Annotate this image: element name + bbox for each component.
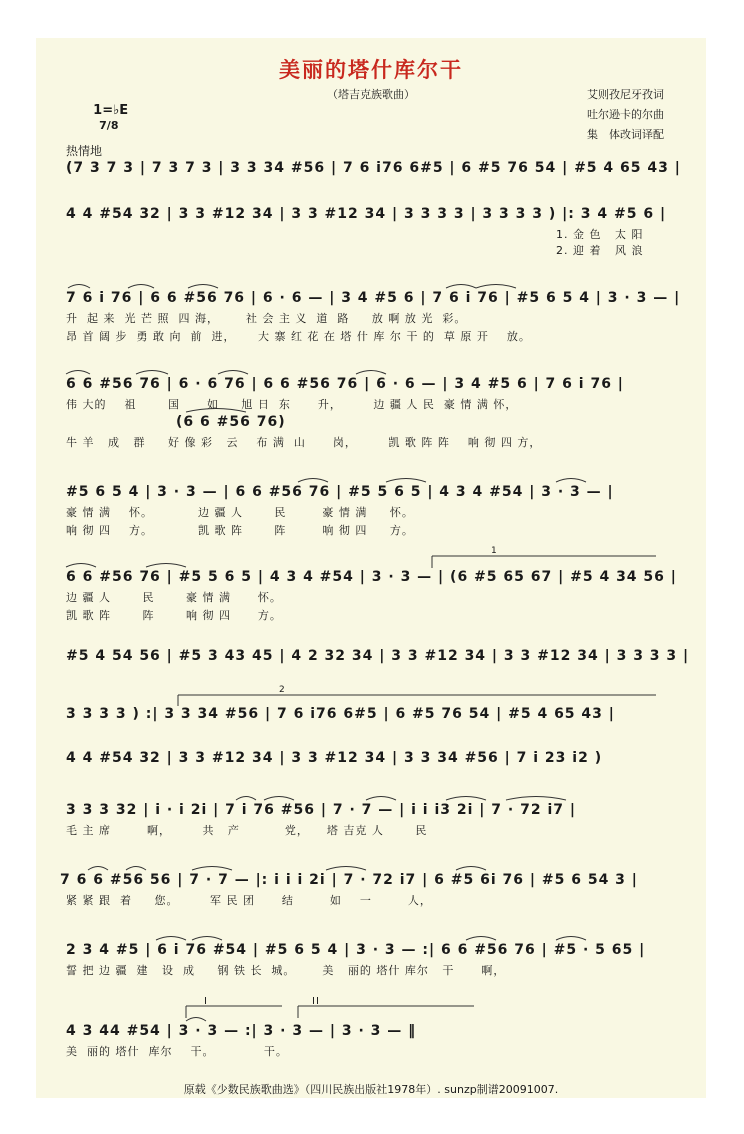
slur-mark bbox=[136, 371, 168, 375]
notation-row: 6 6 #56 76 | #5 5 6 5 | 4 3 4 #54 | 3 · 3 — | (6 #5 65 67 | #5 4 34 56 | bbox=[66, 569, 677, 585]
notation-row: 4 4 #54 32 | 3 3 #12 34 | 3 3 #12 34 | 3 3 34 #56 | 7 i 23 i2 ) bbox=[66, 750, 603, 766]
slur-mark bbox=[128, 285, 154, 289]
lyric-line: 紧 紧 跟 着 您。 军 民 团 结 如 一 人， bbox=[66, 894, 432, 907]
slur-mark bbox=[236, 797, 256, 801]
slur-mark bbox=[446, 285, 476, 289]
slur-mark bbox=[298, 479, 328, 483]
song-subtitle: （塔吉克族歌曲） bbox=[327, 88, 415, 101]
lyricist-credit: 艾则孜尼牙孜词 bbox=[587, 88, 664, 101]
composer-credit: 吐尔逊卡的尔曲 bbox=[587, 108, 664, 121]
slur-mark bbox=[66, 371, 90, 375]
notation-row: 7 6 6 #56 56 | 7 · 7 — |: i i i 2i | 7 · 72 i7 | 6 #5 6i 76 | #5 6 54 3 | bbox=[60, 872, 638, 888]
slur-mark bbox=[556, 937, 586, 941]
source-footer: 原载《少数民族歌曲选》（四川民族出版社1978年）. sunzp制谱20091007. bbox=[183, 1083, 559, 1096]
slur-mark bbox=[506, 797, 566, 801]
score-sheet bbox=[36, 38, 706, 1098]
slur-mark bbox=[88, 867, 108, 871]
notation-row: 7 6 i 76 | 6 6 #56 76 | 6 · 6 — | 3 4 #5 6 | 7 6 i 76 | #5 6 5 4 | 3 · 3 — | bbox=[66, 290, 681, 306]
lyric-line: 美 丽的 塔什 库尔 干。 干。 bbox=[66, 1045, 288, 1058]
lyric-line: 2. 迎 着 风 浪 bbox=[556, 244, 644, 257]
volta-I-label: I bbox=[204, 996, 208, 1007]
lyric-line: 昂 首 阔 步 勇 敢 向 前 进， 大 寨 红 花 在 塔 什 库 尔 干 的 草 原 开 放。 bbox=[66, 330, 531, 343]
time-signature: 7/8 bbox=[99, 119, 119, 132]
lyric-line: 毛 主 席 啊， 共 产 党， 塔 吉克 人 民 bbox=[66, 824, 428, 837]
slur-mark bbox=[446, 797, 486, 801]
notation-row: 4 3 44 #54 | 3 · 3 — :| 3 · 3 — | 3 · 3 — ‖ bbox=[66, 1023, 417, 1039]
lyric-line: 牛 羊 成 群 好 像 彩 云 布 满 山 岗， 凯 歌 阵 阵 响 彻 四 方， bbox=[66, 436, 542, 449]
slur-mark bbox=[556, 479, 586, 483]
notation-row: (7 3 7 3 | 7 3 7 3 | 3 3 34 #56 | 7 6 i76 6#5 | 6 #5 76 54 | #5 4 65 43 | bbox=[66, 160, 681, 176]
notation-row: 2 3 4 #5 | 6 i 76 #54 | #5 6 5 4 | 3 · 3 — :| 6 6 #56 76 | #5 · 5 65 | bbox=[66, 942, 646, 958]
notation-row: 3 3 3 32 | i · i 2i | 7 i 76 #56 | 7 · 7 — | i i i3 2i | 7 · 72 i7 | bbox=[66, 802, 576, 818]
key-signature bbox=[66, 88, 128, 148]
slur-mark bbox=[456, 867, 486, 871]
slur-mark bbox=[188, 285, 218, 289]
slur-mark bbox=[68, 285, 90, 289]
notation-row: 4 4 #54 32 | 3 3 #12 34 | 3 3 #12 34 | 3 3 3 3 | 3 3 3 3 ) |: 3 4 #5 6 | bbox=[66, 206, 667, 222]
slur-mark bbox=[476, 285, 516, 289]
slur-mark bbox=[192, 937, 222, 941]
slur-mark bbox=[326, 867, 366, 871]
lyric-line: 响 彻 四 方。 凯 歌 阵 阵 响 彻 四 方。 bbox=[66, 524, 414, 537]
lyric-line: 凯 歌 阵 阵 响 彻 四 方。 bbox=[66, 609, 282, 622]
notation-marks bbox=[36, 38, 706, 1098]
volta-1-label: 1 bbox=[491, 546, 498, 556]
slur-mark bbox=[146, 564, 186, 568]
slur-mark bbox=[356, 371, 386, 375]
slur-mark bbox=[156, 937, 186, 941]
volta-II-label: II bbox=[312, 996, 320, 1007]
slur-mark bbox=[126, 867, 146, 871]
lyric-line: 1. 金 色 太 阳 bbox=[556, 228, 644, 241]
slur-mark bbox=[66, 564, 96, 568]
notation-row: 6 6 #56 76 | 6 · 6 76 | 6 6 #56 76 | 6 · 6 — | 3 4 #5 6 | 7 6 i 76 | bbox=[66, 376, 624, 392]
notation-row: (6 6 #56 76) bbox=[176, 414, 286, 430]
song-title: 美丽的塔什库尔干 bbox=[279, 57, 463, 82]
lyric-line: 伟 大的 祖 国 如 旭 日 东 升， 边 疆 人 民 豪 情 满 怀， bbox=[66, 398, 518, 411]
slur-mark bbox=[366, 797, 396, 801]
slur-mark bbox=[264, 797, 294, 801]
notation-row: #5 6 5 4 | 3 · 3 — | 6 6 #56 76 | #5 5 6 5 | 4 3 4 #54 | 3 · 3 — | bbox=[66, 484, 614, 500]
tempo-mark: 热情地 bbox=[66, 144, 103, 158]
lyric-line: 豪 情 满 怀。 边 疆 人 民 豪 情 满 怀。 bbox=[66, 506, 414, 519]
key-label: 1=♭E bbox=[93, 103, 129, 118]
notation-row: 3 3 3 3 ) :| 3 3 34 #56 | 7 6 i76 6#5 | 6 #5 76 54 | #5 4 65 43 | bbox=[66, 706, 615, 722]
slur-mark bbox=[186, 1018, 206, 1022]
lyric-line: 升 起 来 光 芒 照 四 海， 社 会 主 义 道 路 放 啊 放 光 彩。 bbox=[66, 312, 467, 325]
arranger-credit: 集 体改词译配 bbox=[587, 128, 664, 141]
slur-mark bbox=[192, 867, 232, 871]
lyric-line: 誓 把 边 疆 建 设 成 钢 铁 长 城。 美 丽的 塔什 库尔 干 啊， bbox=[66, 964, 506, 977]
slur-mark bbox=[466, 937, 496, 941]
notation-row: #5 4 54 56 | #5 3 43 45 | 4 2 32 34 | 3 3 #12 34 | 3 3 #12 34 | 3 3 3 3 | bbox=[66, 648, 690, 664]
volta-2-label: 2 bbox=[279, 685, 286, 695]
lyric-line: 边 疆 人 民 豪 情 满 怀。 bbox=[66, 591, 282, 604]
slur-mark bbox=[386, 479, 426, 483]
slur-mark bbox=[218, 371, 248, 375]
